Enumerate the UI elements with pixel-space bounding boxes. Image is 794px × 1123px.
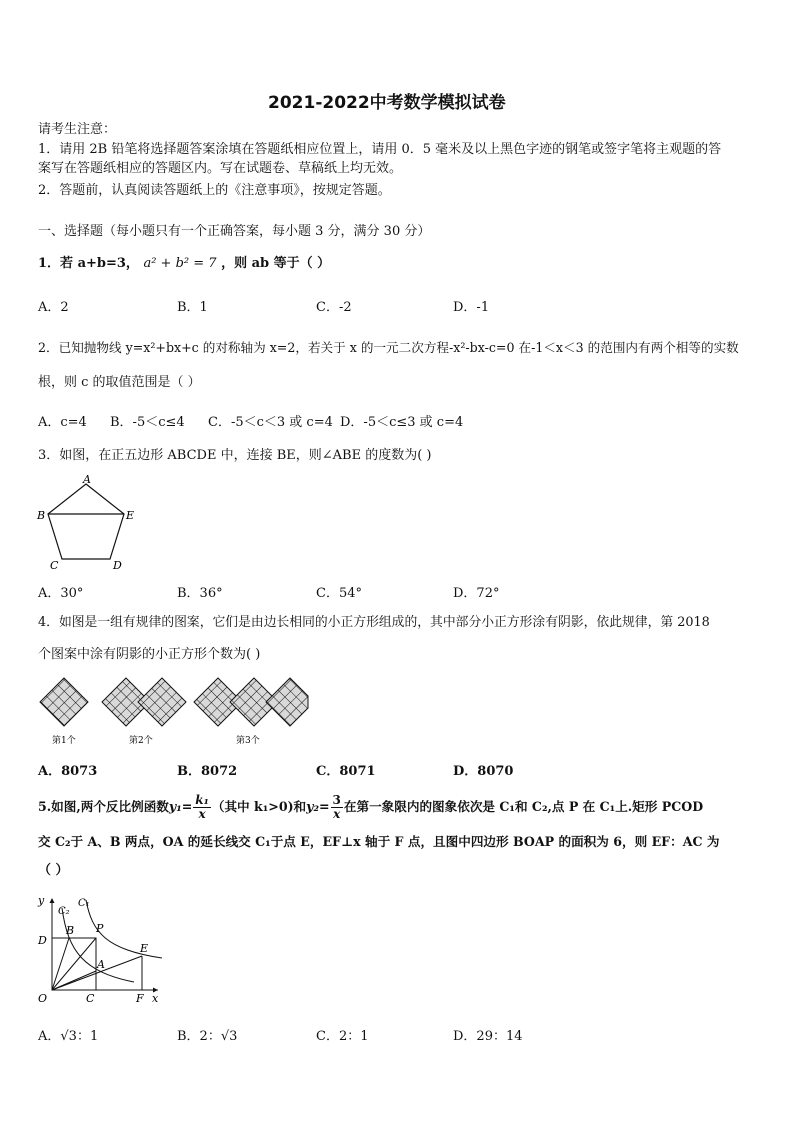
section-heading: 一、选择题（每小题只有一个正确答案，每小题 3 分，满分 30 分） xyxy=(38,224,431,239)
q5-3-numerator: 3 xyxy=(332,793,341,807)
q2-option-b[interactable]: B．-5＜c≤4 xyxy=(110,415,185,430)
label-c: C xyxy=(50,559,59,570)
pentagon-abcde xyxy=(48,484,124,559)
caption-3: 第3个 xyxy=(236,736,260,746)
label-c2: C₂ xyxy=(58,906,70,917)
q1-option-c[interactable]: C．-2 xyxy=(316,300,352,315)
pattern-2 xyxy=(102,678,186,726)
q5-x-denominator: x xyxy=(198,807,206,821)
notice-line-1b: 案写在答题纸相应的答题区内。写在试题卷、草稿纸上均无效。 xyxy=(38,161,403,176)
q5-y1: y₁= xyxy=(168,799,193,814)
q5-text-b: （其中 k₁>0)和 xyxy=(211,799,307,814)
q2-stem-line2: 根，则 c 的取值范围是（ ） xyxy=(38,375,201,390)
notice-line-2: 2．答题前，认真阅读答题纸上的《注意事项》，按规定答题。 xyxy=(38,183,391,198)
q4-option-a[interactable]: A．8073 xyxy=(38,764,98,779)
pattern-figure xyxy=(36,674,312,750)
label-e: E xyxy=(140,942,149,955)
caption-2: 第2个 xyxy=(129,736,153,746)
q2-stem-line1: 2．已知抛物线 y=x²+bx+c 的对称轴为 x=2，若关于 x 的一元二次方程-x²-bx-c=0 在-1＜x＜3 的范围内有两个相等的实数 xyxy=(38,340,739,355)
label-c: C xyxy=(86,992,95,1004)
q1-option-d[interactable]: D．-1 xyxy=(453,300,490,315)
q2-option-c[interactable]: C．-5＜c＜3 或 c=4 xyxy=(208,415,333,430)
q2-option-d[interactable]: D．-5＜c≤3 或 c=4 xyxy=(340,415,464,430)
y-axis-arrow xyxy=(50,898,55,903)
q3-option-c[interactable]: C．54° xyxy=(316,586,362,601)
q5-text-a: 5.如图,两个反比例函数 xyxy=(38,799,169,814)
q5-text-c: 在第一象限内的图象依次是 C₁和 C₂,点 P 在 C₁上.矩形 PCOD xyxy=(343,799,704,814)
q3-option-a[interactable]: A．30° xyxy=(38,586,84,601)
q1-stem-pre: 1．若 a+b=3， xyxy=(38,256,139,271)
label-x: x xyxy=(152,992,159,1004)
q3-option-d[interactable]: D．72° xyxy=(453,586,500,601)
q5-fraction-3 xyxy=(331,794,343,821)
label-c1: C₁ xyxy=(78,898,90,909)
q5-k1-numerator: k₁ xyxy=(195,793,209,807)
label-d: D xyxy=(38,934,47,947)
label-p: P xyxy=(96,922,104,935)
pattern-1 xyxy=(40,678,88,726)
q1-formula: a² + b² = 7 xyxy=(143,256,217,271)
q4-stem-line2: 个图案中涂有阴影的小正方形个数为( ) xyxy=(38,647,261,662)
q5-fraction-k1 xyxy=(193,794,211,821)
q1-stem-post: ，则 ab 等于（ ） xyxy=(221,256,331,271)
q3-stem: 3．如图，在正五边形 ABCDE 中，连接 BE，则∠ABE 的度数为( ) xyxy=(38,448,432,463)
q4-option-d[interactable]: D．8070 xyxy=(453,764,514,779)
q5-option-b[interactable]: B．2：√3 xyxy=(177,1029,238,1044)
segment-oa xyxy=(52,971,96,990)
q3-option-b[interactable]: B．36° xyxy=(177,586,223,601)
q4-option-b[interactable]: B．8072 xyxy=(177,764,238,779)
q5-x-denominator-2: x xyxy=(333,807,341,821)
label-a: A xyxy=(97,958,105,971)
q1-stem xyxy=(38,255,330,273)
segment-ob xyxy=(52,938,69,990)
label-f: F xyxy=(136,992,144,1004)
q4-option-c[interactable]: C．8071 xyxy=(316,764,376,779)
label-b: B xyxy=(37,509,46,522)
q5-y2: y₂= xyxy=(306,799,330,814)
label-d: D xyxy=(113,559,122,570)
label-y: y xyxy=(38,894,45,907)
notice-heading: 请考生注意： xyxy=(38,122,117,137)
q1-option-b[interactable]: B．1 xyxy=(177,300,208,315)
q2-option-a[interactable]: A．c=4 xyxy=(38,415,87,430)
pentagon-figure xyxy=(36,474,136,570)
q4-stem-line1: 4．如图是一组有规律的图案，它们是由边长相同的小正方形组成的，其中部分小正方形涂有阴影，依此规律，第 2018 xyxy=(38,615,710,630)
q5-option-d[interactable]: D．29：14 xyxy=(453,1029,523,1044)
caption-1: 第1个 xyxy=(52,736,76,746)
q5-stem-line1 xyxy=(38,794,703,821)
label-a: A xyxy=(83,474,91,486)
pattern-3 xyxy=(194,678,308,726)
q5-paren: （ ） xyxy=(38,863,69,878)
q5-option-a[interactable]: A．√3：1 xyxy=(38,1029,99,1044)
q5-option-c[interactable]: C．2：1 xyxy=(316,1029,369,1044)
label-o: O xyxy=(38,992,48,1004)
page-title: 2021-2022中考数学模拟试卷 xyxy=(268,93,506,113)
q5-stem-line2: 交 C₂于 A、B 两点，OA 的延长线交 C₁于点 E，EF⊥x 轴于 F 点，且图中四边形 BOAP 的面积为 6，则 EF：AC 为 xyxy=(38,834,720,849)
notice-line-1a: 1．请用 2B 铅笔将选择题答案涂填在答题纸相应位置上，请用 0．5 毫米及以上黑色字迹的钢笔或签字笔将主观题的答 xyxy=(38,142,722,157)
hyperbola-figure xyxy=(34,892,164,1004)
label-e: E xyxy=(126,509,135,522)
q1-option-a[interactable]: A．2 xyxy=(38,300,69,315)
label-b: B xyxy=(66,924,75,937)
